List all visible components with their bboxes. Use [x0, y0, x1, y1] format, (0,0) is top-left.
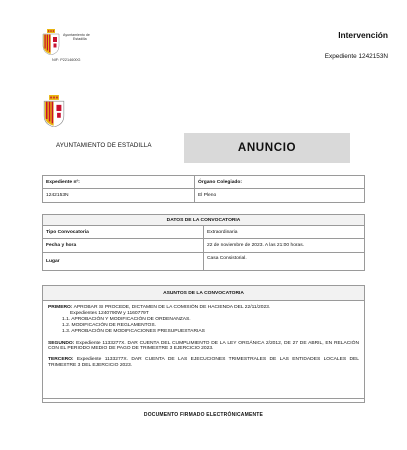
asuntos-body: [42, 301, 365, 403]
datos-value-lugar: Casa Consistorial.: [204, 253, 365, 271]
asunto-primero-text: APROBAR SI PROCEDE, DICTAMEN DE LA COMISIÓN DE HACIENDA DEL 22/11/2023.: [73, 305, 271, 310]
org-name-line2: Estadilla: [73, 37, 87, 42]
org-name: [63, 33, 90, 41]
asunto-primero-item-2: 1.2. MODIFICACIÓN DE REGLAMENTOS.: [62, 322, 156, 328]
department-title: Intervención: [338, 30, 388, 40]
info-table: [42, 175, 365, 203]
organo-header: Órgano Colegiado:: [195, 176, 365, 189]
signed-notice: DOCUMENTO FIRMADO ELECTRÓNICAMENTE: [143, 412, 264, 418]
asunto-primero-label: PRIMERO:: [48, 305, 73, 310]
datos-label-tipo: Tipo Convocatoria: [43, 226, 204, 239]
asunto-segundo-label: SEGUNDO:: [48, 340, 75, 346]
expediente-reference: Expediente 1242153N: [324, 53, 388, 60]
expediente-value: 1242153N: [43, 189, 195, 203]
org-name-line1: Ayuntamiento de: [63, 33, 90, 37]
asunto-primero-item-1: 1.1. APROBACIÓN Y MODIFICACIÓN DE ORDENANZAS.: [62, 316, 191, 322]
expediente-header: Expediente nº:: [43, 176, 195, 189]
datos-label-fecha: Fecha y hora: [43, 239, 204, 253]
document-title: ANUNCIO: [184, 133, 350, 163]
asuntos-section: [42, 285, 365, 403]
entity-name: AYUNTAMIENTO DE ESTADILLA: [56, 142, 152, 149]
asuntos-heading: ASUNTOS DE LA CONVOCATORIA: [43, 286, 365, 301]
asunto-primero-item-3: 1.3. APROBACIÓN DE MODIFICACIONES PRESUPUESTARIAS: [62, 328, 205, 334]
asunto-segundo-text: Expediente 1133277X. DAR CUENTA DEL CUMPLIMIENTO DE LA LEY ORGÁNICA 2/2012, DE 27 DE ABRIL, EN RELACIÓN CON EL PERIODO MEDIO DE PAGO DE TRIMESTRE 3 EJERCICIO 2023.: [48, 340, 360, 352]
organo-value: El Pleno: [195, 189, 365, 203]
datos-value-tipo: Extraordinaria: [204, 226, 365, 239]
nif-text: NIF: P2214600G: [52, 58, 81, 62]
asuntos-bottom-rule: [42, 398, 365, 399]
datos-heading: DATOS DE LA CONVOCATORIA: [43, 215, 365, 226]
datos-label-lugar: Lugar: [43, 253, 204, 271]
asunto-segundo: [48, 341, 359, 353]
asunto-tercero: [48, 357, 359, 369]
header-coat-of-arms-icon: [42, 29, 60, 55]
datos-table: [42, 214, 365, 271]
asunto-tercero-label: TERCERO:: [48, 357, 74, 363]
asunto-primero-expedientes: Expedientes 1240790W y 1160779T: [70, 310, 149, 316]
datos-value-fecha: 22 de noviembre de 2023. A las 21:00 horas.: [204, 239, 365, 253]
document-coat-of-arms-icon: [42, 95, 66, 127]
asunto-tercero-text: Expediente 1133277X. DAR CUENTA DE LAS EJECUCIONES TRIMESTRALES DE LAS ENTIDADES LOCALES DEL TRIMESTRE 3 DEL EJERCICIO 2023.: [48, 357, 360, 369]
